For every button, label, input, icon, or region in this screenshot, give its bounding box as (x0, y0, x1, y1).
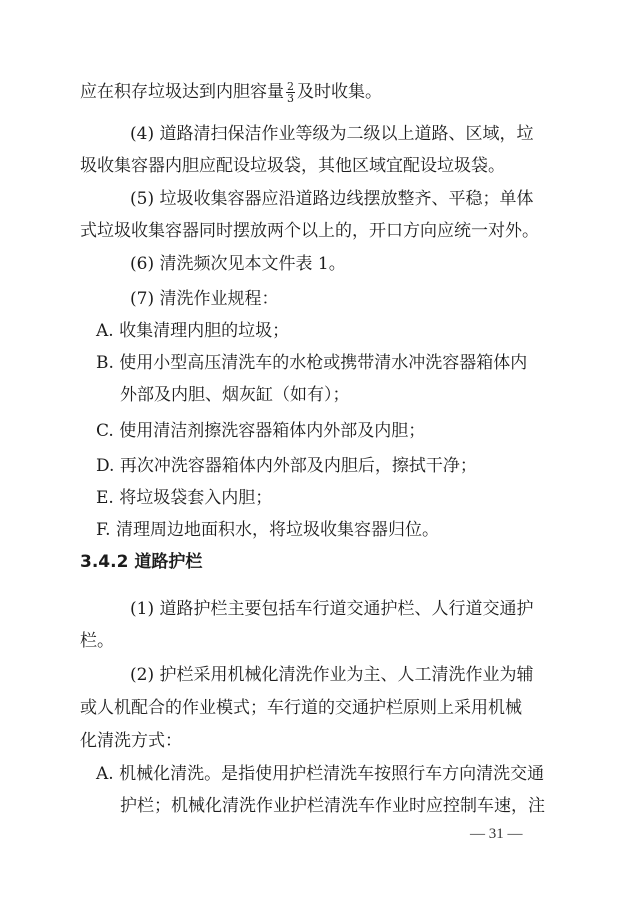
list-item-d: D. 再次冲洗容器箱体内外部及内胆后，擦拭干净； (96, 456, 477, 476)
fraction-numerator: 2 (287, 80, 294, 93)
list-item-f: F. 清理周边地面积水，将垃圾收集容器归位。 (96, 520, 439, 540)
text-line-4: (5) 垃圾收集容器应沿道路边线摆放整齐、平稳；单体 (130, 189, 534, 209)
section-heading: 3.4.2 道路护栏 (80, 552, 203, 572)
list-item-c: C. 使用清洁剂擦洗容器箱体内外部及内胆； (96, 421, 426, 441)
text-line-3: 圾收集容器内胆应配设垃圾袋，其他区域宜配设垃圾袋。 (80, 156, 505, 176)
text-line-7: (7) 清洗作业规程： (130, 289, 279, 309)
text-line-5: 式垃圾收集容器同时摆放两个以上的，开口方向应统一对外。 (80, 221, 539, 241)
text-line-19: 或人机配合的作业模式；车行道的交通护栏原则上采用机械 (80, 698, 522, 718)
list-item-e: E. 将垃圾袋套入内胆； (96, 488, 273, 508)
text-line-16: (1) 道路护栏主要包括车行道交通护栏、人行道交通护 (130, 599, 534, 619)
text-line-17: 栏。 (80, 631, 114, 651)
list-item-a: A. 收集清理内胆的垃圾； (96, 321, 290, 341)
fraction-denominator: 3 (287, 92, 294, 105)
fraction-two-thirds (286, 81, 295, 104)
text-line-1-start: 应在积存垃圾达到内胆容量 (80, 82, 284, 102)
list-item-a-mechanized: A. 机械化清洗。是指使用护栏清洗车按照行车方向清洗交通 (96, 764, 545, 784)
list-item-b-continued: 外部及内胆、烟灰缸（如有）； (120, 385, 350, 405)
text-line-6: (6) 清洗频次见本文件表 1。 (130, 254, 346, 274)
text-line-1-end: 及时收集。 (297, 82, 382, 102)
text-line-20: 化清洗方式： (80, 731, 182, 751)
text-line-18: (2) 护栏采用机械化清洗作业为主、人工清洗作业为辅 (130, 665, 534, 685)
page-number: — 31 — (470, 826, 523, 842)
text-line-2: (4) 道路清扫保洁作业等级为二级以上道路、区域，垃 (130, 124, 534, 144)
text-line-1 (80, 81, 382, 104)
list-item-a-mechanized-continued: 护栏；机械化清洗作业护栏清洗车作业时应控制车速，注 (120, 796, 545, 816)
list-item-b: B. 使用小型高压清洗车的水枪或携带清水冲洗容器箱体内 (96, 353, 528, 373)
